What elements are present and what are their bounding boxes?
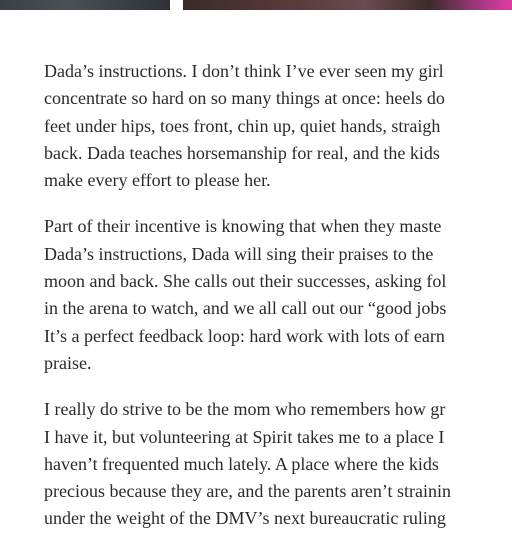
photo-right[interactable]: [183, 0, 512, 10]
header-photo-strip: [0, 0, 512, 10]
text-line: I have it, but volunteering at Spirit takes me to a place I: [44, 426, 445, 447]
article-body: [44, 58, 512, 552]
text-line: Dada’s instructions. I don’t think I’ve ever seen my girl: [44, 61, 444, 81]
text-line: praise.: [44, 352, 92, 373]
text-line: feet under hips, toes front, chin up, quiet hands, straigh: [44, 115, 441, 136]
paragraph-1: [44, 58, 512, 194]
text-line: in the arena to watch, and we all call out our “good jobs: [44, 298, 447, 319]
text-line: I really do strive to be the mom who remembers how gr: [44, 399, 446, 420]
text-line: moon and back. She calls out their successes, asking fol: [44, 271, 447, 292]
text-line: concentrate so hard on so many things at once: heels do: [44, 88, 445, 109]
text-line: back. Dada teaches horsemanship for real, and the kids: [44, 142, 440, 163]
text-line: Part of their incentive is knowing that when they maste: [44, 216, 442, 237]
text-line: Dada’s instructions, Dada will sing their praises to the: [44, 243, 434, 264]
text-line: haven’t frequented much lately. A place where the kids: [44, 453, 439, 474]
text-line: It’s a perfect feedback loop: hard work with lots of earn: [44, 325, 445, 346]
text-line: make every effort to please her.: [44, 170, 271, 191]
photo-left[interactable]: [0, 0, 170, 10]
text-line: precious because they are, and the parents aren’t strainin: [44, 481, 451, 502]
paragraph-3: [44, 396, 512, 532]
text-line: under the weight of the DMV’s next bureaucratic ruling: [44, 508, 446, 529]
paragraph-2: [44, 213, 512, 377]
